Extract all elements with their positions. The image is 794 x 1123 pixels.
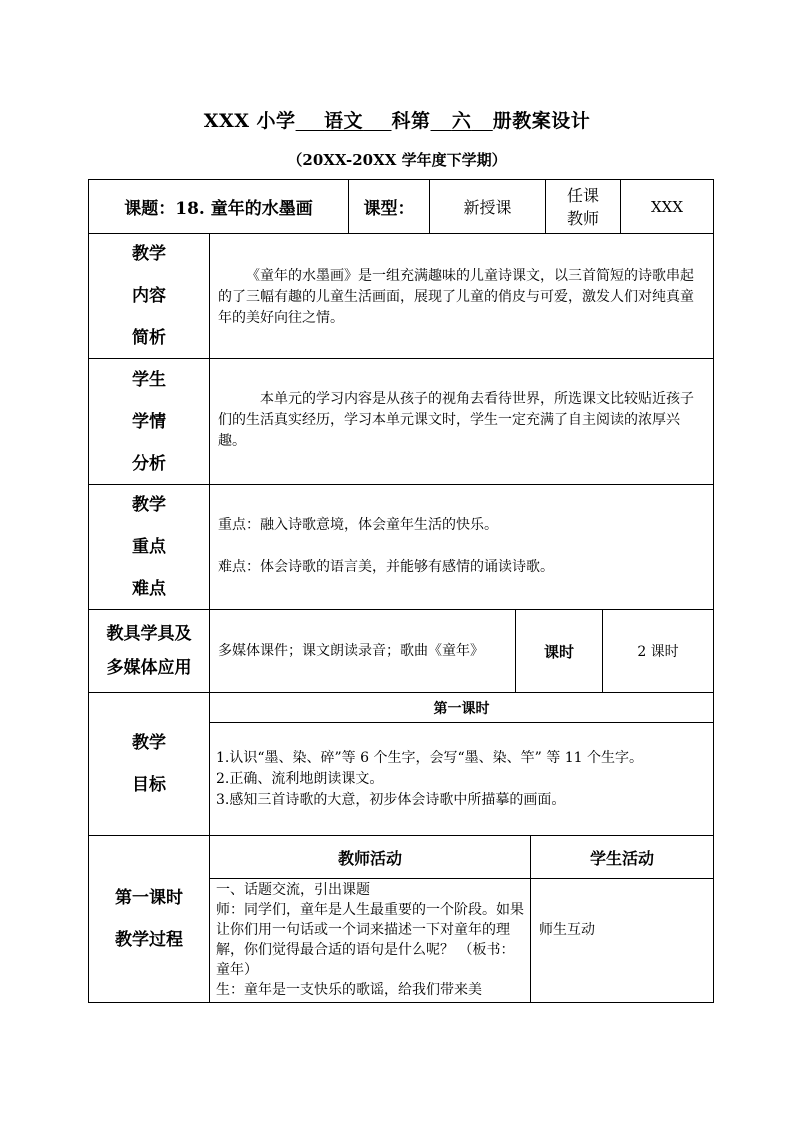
class-hours-label: 课时 [515,609,603,693]
key-points-label-2: 重点 [132,537,166,557]
student-activity-cell [530,878,714,1003]
teacher-activity-cell [209,878,531,1003]
key-points-cell [209,484,714,610]
student-analysis-label-2: 学情 [132,411,166,432]
process-label-line1: 第一课时 [115,888,183,908]
tools-label-line1: 教具学具及 [106,624,192,644]
teacher-label [545,179,621,234]
content-summary-label-3: 简析 [132,328,166,348]
document-title [0,106,794,133]
title-subject: 语文 [324,110,364,132]
key-points-label-3: 难点 [132,579,166,599]
content-summary-label-2: 内容 [132,286,166,306]
tools-label-line2: 多媒体应用 [106,658,192,678]
tools-text: 多媒体课件；课文朗读录音；歌曲《童年》 [218,642,484,659]
content-summary-cell [209,233,714,359]
goals-label [88,692,210,836]
tools-cell [209,609,516,693]
process-label-line2: 教学过程 [115,930,183,950]
key-point-text: 重点：融入诗歌意境，体会童年生活的快乐。 [218,517,498,533]
title-end: 册教案设计 [492,110,591,132]
title-book: 六 [451,110,472,132]
process-label [88,835,210,1003]
goals-cell [209,722,714,836]
title-mid: 科第 [391,110,431,132]
teacher-activity-line: 师：同学们，童年是人生最重要的一个阶段。如果让你们用一句话或一个词来描述一下对童年的理解，你们觉得最合适的语句是什么呢？ （板书：童年） [216,902,524,978]
student-analysis-label-1: 学生 [132,369,166,390]
teacher-value: XXX [620,179,714,234]
term-subtitle: （20XX-20XX 学年度下学期） [287,151,507,169]
teacher-activity-line: 一、话题交流，引出课题 [216,882,370,898]
student-analysis-cell [209,358,714,485]
teacher-label-line2: 教师 [566,208,599,228]
goals-section-title: 第一课时 [209,692,714,723]
tools-label [88,609,210,693]
content-summary-label-1: 教学 [132,244,166,264]
teacher-label-line1: 任课 [566,185,599,205]
key-points-label-1: 教学 [132,495,166,515]
goals-label-1: 教学 [132,733,166,753]
student-activity-header: 学生活动 [530,835,714,879]
content-summary-label [88,233,210,359]
key-points-label [88,484,210,610]
lesson-type-value: 新授课 [429,179,546,234]
goals-label-2: 目标 [132,775,166,795]
teacher-activity-header: 教师活动 [209,835,531,879]
class-hours-value: 2 课时 [602,609,714,693]
goal-item: 2.正确、流利地朗读课文。 [216,771,384,787]
teacher-activity-line: 生：童年是一支快乐的歌谣，给我们带来美 [216,982,482,998]
title-school: XXX 小学 [203,110,296,132]
topic-cell: 课题：18. 童年的水墨画 [88,179,349,234]
goal-item: 1.认识“墨、染、碎”等 6 个生字，会写“墨、染、竿” 等 11 个生字。 [216,750,643,766]
student-analysis-label-3: 分析 [132,453,166,474]
student-analysis-text: 本单元的学习内容是从孩子的视角去看待世界，所选课文比较贴近孩子们的生活真实经历，学习本单元课文时，学生一定充满了自主阅读的浓厚兴趣。 [218,391,694,449]
student-activity-text: 师生互动 [539,922,595,938]
student-analysis-label [88,358,210,485]
difficult-point-text: 难点：体会诗歌的语言美，并能够有感情的诵读诗歌。 [218,559,554,575]
content-summary-text: 《童年的水墨画》是一组充满趣味的儿童诗课文，以三首简短的诗歌串起的了三幅有趣的儿童生活画面，展现了儿童的俏皮与可爱，激发人们对纯真童年的美好向往之情。 [218,268,694,326]
goal-item: 3.感知三首诗歌的大意，初步体会诗歌中所描摹的画面。 [216,792,566,808]
lesson-type-label: 课型： [348,179,430,234]
